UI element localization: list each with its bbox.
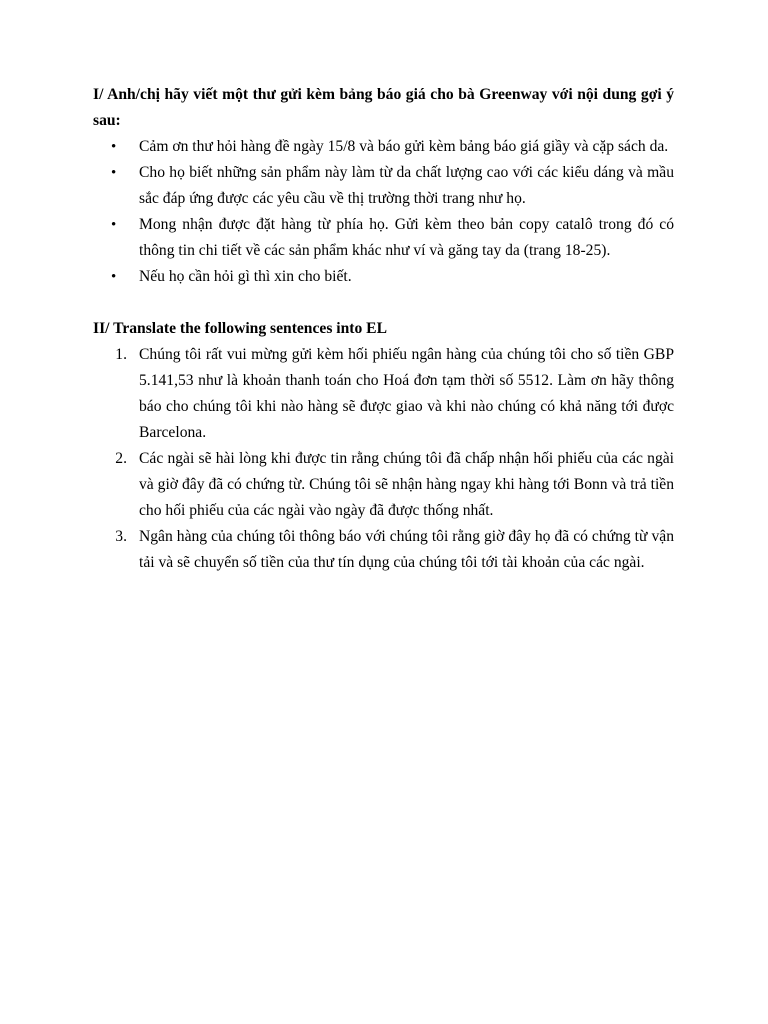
item-number: 2. [115,450,127,467]
numbered-item-text: Ngân hàng của chúng tôi thông báo với chúng tôi rằng giờ đây họ đã có chứng từ vận tải và sẽ chuyển số tiền của thư tín dụng của chúng tôi tới tài khoản của các ngài. [139,528,674,571]
section-spacer [93,290,674,316]
numbered-item-text: Các ngài sẽ hài lòng khi được tin rằng chúng tôi đã chấp nhận hối phiếu của các ngài và giờ đây đã có chứng từ. Chúng tôi sẽ nhận hàng ngay khi hàng tới Bonn và trả tiền cho hối phiếu của các ngài vào ngày đã được thống nhất. [139,450,674,519]
numbered-item-text: Chúng tôi rất vui mừng gửi kèm hối phiếu ngân hàng của chúng tôi cho số tiền GBP 5.141,53 như là khoản thanh toán cho Hoá đơn tạm thời số 5512. Làm ơn hãy thông báo cho chúng tôi khi nào hàng sẽ được giao và khi nào chúng có khả năng tới được Barcelona. [139,346,674,441]
section-2-heading: II/ Translate the following sentences into EL [93,320,387,337]
bullet-item [93,212,674,264]
bullet-marker: • [111,217,117,233]
section-1-heading: I/ Anh/chị hãy viết một thư gửi kèm bảng báo giá cho bà Greenway với nội dung gợi ý sau: [93,86,674,129]
bullet-item [93,160,674,212]
bullet-item-text: Mong nhận được đặt hàng từ phía họ. Gửi kèm theo bản copy catalô trong đó có thông tin chi tiết về các sản phẩm khác như ví và găng tay da (trang 18-25). [139,216,674,259]
bullet-marker: • [111,165,117,181]
section-2-numbered-list [93,342,674,576]
numbered-item [93,446,674,524]
numbered-item [93,524,674,576]
item-number: 1. [115,346,127,363]
bullet-item [93,264,674,290]
numbered-item [93,342,674,446]
bullet-marker: • [111,139,117,155]
document-page [93,82,674,576]
bullet-item [93,134,674,160]
bullet-item-text: Cho họ biết những sản phẩm này làm từ da chất lượng cao với các kiểu dáng và mầu sắc đáp ứng được các yêu cầu về thị trường thời trang như họ. [139,164,674,207]
bullet-item-text: Nếu họ cần hỏi gì thì xin cho biết. [139,268,352,285]
item-number: 3. [115,528,127,545]
section-1-bullet-list [93,134,674,290]
bullet-marker: • [111,269,117,285]
bullet-item-text: Cảm ơn thư hỏi hàng đề ngày 15/8 và báo gửi kèm bảng báo giá giầy và cặp sách da. [139,138,669,155]
